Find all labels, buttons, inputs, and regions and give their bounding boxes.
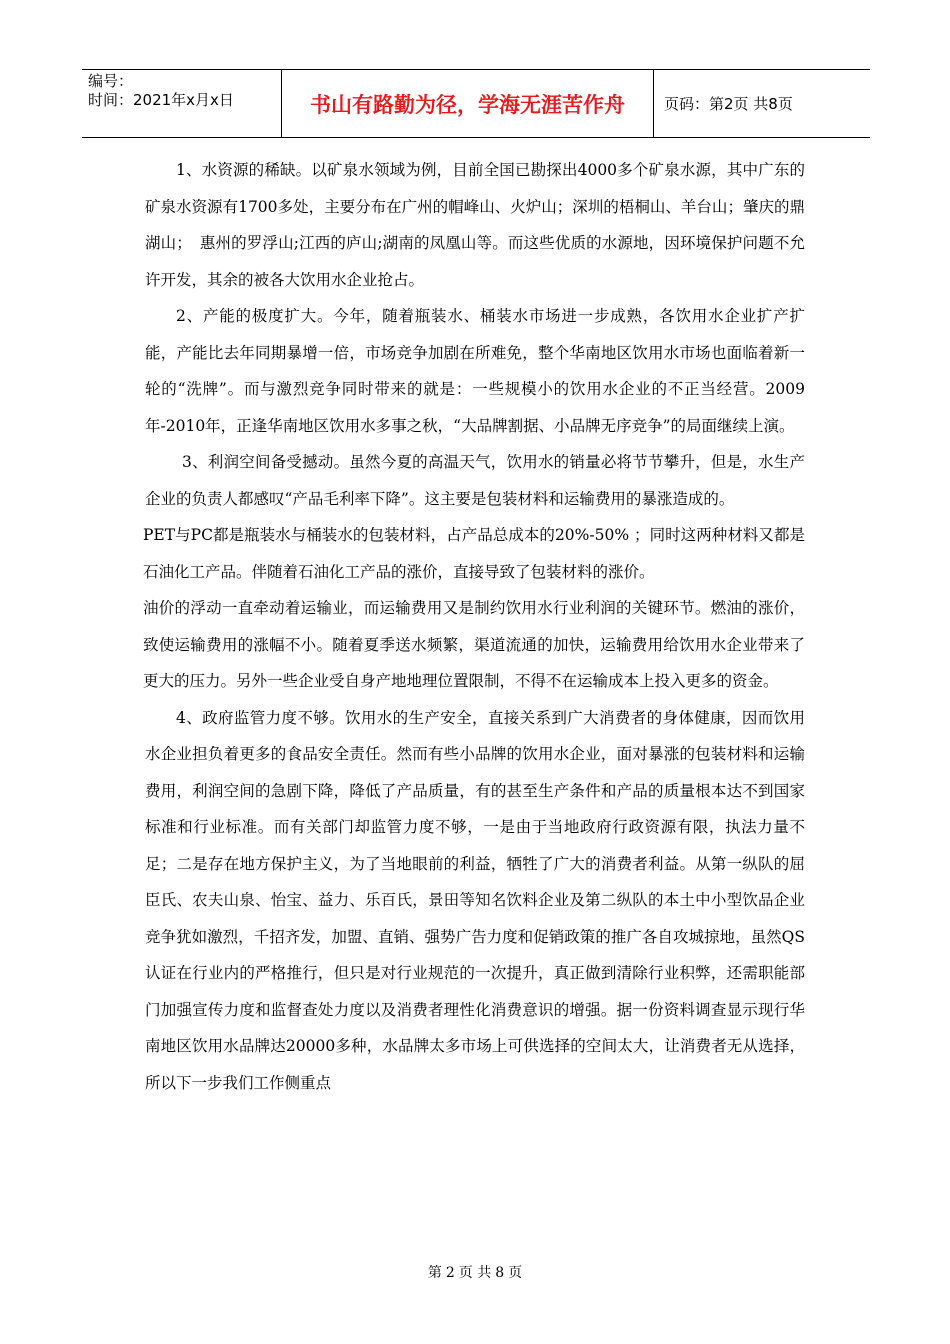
footer-suffix: 页 (508, 1265, 523, 1281)
footer-middle: 页 共 (458, 1265, 492, 1281)
paragraph-transport-costs: 油价的浮动一直牵动着运输业，而运输费用又是制约饮用水行业利润的关键环节。燃油的涨价，致使运输费用的涨幅不小。随着夏季送水频繁，渠道流通的加快，运输费用给饮用水企业带来了更大的压力。另外一些企业受自身产地地理位置限制，不得不在运输成本上投入更多的资金。 (143, 599, 805, 690)
paragraph-government-supervision: 4、政府监管力度不够。饮用水的生产安全，直接关系到广大消费者的身体健康，因而饮用水企业担负着更多的食品安全责任。然而有些小品牌的饮用水企业，面对暴涨的包装材料和运输费用，利润空间的急剧下降，降低了产品质量，有的甚至生产条件和产品的质量根本达不到国家标准和行业标准。而有关部门却监管力度不够，一是由于当地政府行政资源有限，执法力量不足；二是存在地方保护主义，为了当地眼前的利益，牺牲了广大的消费者利益。从第一纵队的屈臣氏、农夫山泉、怡宝、益力、乐百氏，景田等知名饮料企业及第二纵队的本土中小型饮品企业竞争犹如激烈，千招齐发，加盟、直销、强势广告力度和促销政策的推广各自攻城掠地，虽然QS认证在行业内的严格推行，但只是对行业规范的一次提升，真正做到清除行业积弊，还需职能部门加强宣传力度和监督查处力度以及消费者理性化消费意识的增强。据一份资料调查显示现行华南地区饮用水品牌达20000多种，水品牌太多市场上可供选择的空间太大，让消费者无从选择，所以下一步我们工作侧重点 (145, 708, 805, 1092)
page-header (82, 69, 870, 138)
paragraph-water-scarcity: 1、水资源的稀缺。以矿泉水领域为例，目前全国已勘探出4000多个矿泉水源，其中广东的矿泉水资源有1700多处，主要分布在广州的帽峰山、火炉山；深圳的梧桐山、羊台山；肇庆的鼎湖山； 惠州的罗浮山;江西的庐山;湖南的凤凰山等。而这些优质的水源地，因环境保护问题不允许开发，其余的被各大饮用水企业抢占。 (145, 161, 805, 289)
document-body (145, 152, 805, 1101)
header-motto: 书山有路勤为径，学海无涯苦作舟 (282, 70, 654, 137)
header-page-info: 页码：第2页 共8页 (664, 95, 793, 113)
footer-prefix: 第 (427, 1265, 442, 1281)
paragraph-capacity-expansion: 2、产能的极度扩大。今年，随着瓶装水、桶装水市场进一步成熟，各饮用水企业扩产扩能，产能比去年同期暴增一倍，市场竞争加剧在所难免，整个华南地区饮用水市场也面临着新一轮的“洗牌”。而与激烈竞争同时带来的就是：一些规模小的饮用水企业的不正当经营。2009年-2010年，正逢华南地区饮用水多事之秋，“大品牌割据、小品牌无序竞争”的局面继续上演。 (145, 307, 805, 435)
document-number-label: 编号： (88, 72, 134, 90)
footer-page-number: 2 (445, 1265, 455, 1281)
paragraph-packaging-materials: PET与PC都是瓶装水与桶装水的包装材料，占产品总成本的20%-50% ；同时这两种材料又都是石油化工产品。伴随着石油化工产品的涨价，直接导致了包装材料的涨价。 (143, 526, 805, 581)
header-left-cell (82, 70, 282, 137)
page-footer (0, 1262, 950, 1282)
footer-total-pages: 8 (495, 1265, 505, 1281)
document-time-label: 时间：2021年x月x日 (88, 91, 234, 109)
paragraph-profit-margin: 3、利润空间备受撼动。虽然今夏的高温天气，饮用水的销量必将节节攀升，但是，水生产企业的负责人都感叹“产品毛利率下降”。这主要是包装材料和运输费用的暴涨造成的。 (145, 453, 805, 508)
